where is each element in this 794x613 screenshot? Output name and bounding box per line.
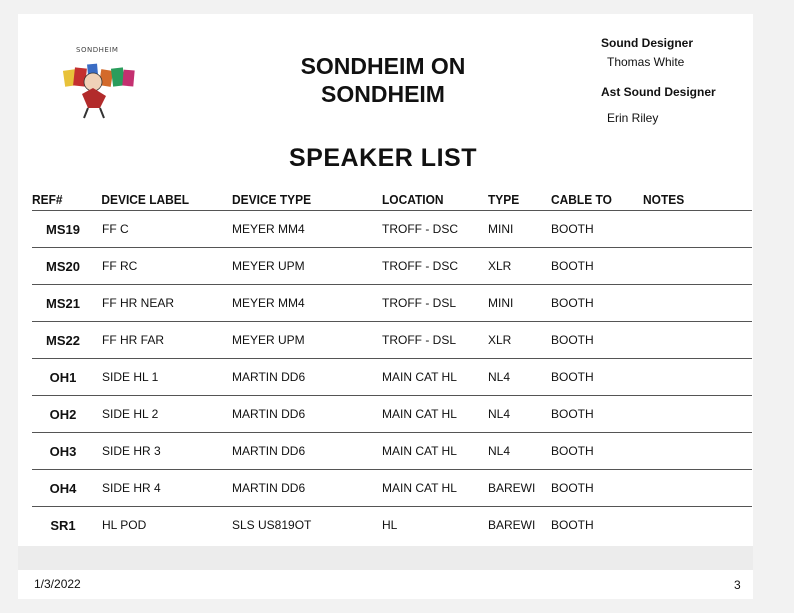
show-title-line-1: SONDHEIM ON (300, 53, 466, 79)
cell-device-label: SIDE HL 2 (94, 396, 232, 433)
cell-cable-to: BOOTH (551, 518, 594, 532)
table-row (32, 433, 752, 470)
cell-location: TROFF - DSC (382, 211, 488, 248)
cell-cable-to: BOOTH (551, 285, 643, 322)
list-title: SPEAKER LIST (289, 144, 477, 172)
cell-device-label: SIDE HR 3 (94, 433, 232, 470)
cell-type: NL4 (488, 396, 551, 433)
cell-device-label: SIDE HR 4 (94, 470, 232, 507)
cell-cable-to: BOOTH (551, 433, 643, 470)
cell-device-type: MARTIN DD6 (232, 359, 382, 396)
show-title (268, 52, 498, 108)
cell-type: NL4 (488, 359, 551, 396)
cell-cable-to: BOOTH (551, 322, 643, 359)
cell-cable-to: BOOTH (551, 211, 643, 248)
cell-location: MAIN CAT HL (382, 359, 488, 396)
logo-caption: SONDHEIM (76, 46, 119, 54)
table-row (32, 211, 752, 248)
cell-location: HL (382, 518, 398, 532)
cell-type: BAREWI (488, 518, 536, 532)
cell-ref: MS21 (32, 285, 94, 322)
cell-device-label: FF HR FAR (94, 322, 232, 359)
cell-device-type: SLS US819OT (232, 518, 312, 532)
table-row (32, 285, 752, 322)
cell-location: TROFF - DSL (382, 285, 488, 322)
table-row (32, 322, 752, 359)
cell-ref: MS19 (32, 211, 94, 248)
cell-ref: OH4 (32, 470, 94, 507)
cell-type: MINI (488, 285, 551, 322)
cell-device-type: MARTIN DD6 (232, 470, 382, 507)
sound-designer-name: Thomas White (607, 55, 685, 69)
footer-date: 1/3/2022 (34, 577, 81, 591)
col-location: LOCATION (382, 190, 480, 211)
cell-ref: SR1 (50, 517, 76, 533)
cell-device-label: HL POD (102, 518, 147, 532)
table-row (32, 507, 752, 544)
cell-ref: OH3 (32, 433, 94, 470)
cell-device-type: MARTIN DD6 (232, 396, 382, 433)
cell-cable-to: BOOTH (551, 359, 643, 396)
cell-notes (643, 322, 752, 359)
cell-type: XLR (488, 248, 551, 285)
cell-device-type: MEYER MM4 (232, 211, 382, 248)
col-cable-to: CABLE TO (551, 190, 636, 211)
page-number: 3 (734, 578, 741, 592)
cell-type: BAREWI (488, 470, 551, 507)
cell-notes (643, 248, 752, 285)
cell-ref: OH2 (32, 396, 94, 433)
cell-cable-to: BOOTH (551, 470, 643, 507)
footer-band (18, 546, 753, 570)
cell-location: MAIN CAT HL (382, 470, 488, 507)
col-type: TYPE (488, 190, 546, 211)
cell-device-type: MEYER UPM (232, 248, 382, 285)
cell-device-type: MEYER MM4 (232, 285, 382, 322)
cell-ref: MS20 (32, 248, 94, 285)
cell-notes (643, 359, 752, 396)
table-row (32, 359, 752, 396)
table-header-row (32, 190, 752, 211)
cell-ref: MS22 (32, 322, 94, 359)
cell-device-label: FF RC (94, 248, 232, 285)
col-device-label: DEVICE LABEL (94, 190, 221, 211)
table-row (32, 470, 752, 507)
cell-notes (643, 433, 752, 470)
table-row (32, 248, 752, 285)
cell-notes (643, 470, 752, 507)
cell-location: TROFF - DSL (382, 322, 488, 359)
cell-device-label: FF C (94, 211, 232, 248)
cell-device-type: MEYER UPM (232, 322, 382, 359)
show-logo-icon (60, 58, 150, 120)
speaker-table (32, 190, 752, 543)
cell-notes (643, 507, 752, 544)
document-page (18, 14, 753, 599)
asst-sound-designer-name: Erin Riley (607, 111, 659, 125)
sound-designer-role: Sound Designer (601, 36, 694, 50)
cell-location: TROFF - DSC (382, 248, 488, 285)
cell-cable-to: BOOTH (551, 396, 643, 433)
cell-type: XLR (488, 322, 551, 359)
cell-location: MAIN CAT HL (382, 396, 488, 433)
cell-location: MAIN CAT HL (382, 433, 488, 470)
cell-notes (643, 211, 752, 248)
col-device-type: DEVICE TYPE (232, 190, 370, 211)
cell-device-label: SIDE HL 1 (94, 359, 232, 396)
cell-device-type: MARTIN DD6 (232, 433, 382, 470)
col-ref: REF# (32, 190, 89, 211)
cell-type: MINI (488, 211, 551, 248)
asst-sound-designer-role: Ast Sound Designer (601, 85, 716, 99)
cell-device-label: FF HR NEAR (94, 285, 232, 322)
show-title-line-2: SONDHEIM (321, 81, 445, 107)
col-notes: NOTES (643, 190, 743, 211)
cell-notes (643, 285, 752, 322)
cell-ref: OH1 (32, 359, 94, 396)
cell-cable-to: BOOTH (551, 248, 643, 285)
table-row (32, 396, 752, 433)
cell-notes (643, 396, 752, 433)
cell-type: NL4 (488, 433, 551, 470)
